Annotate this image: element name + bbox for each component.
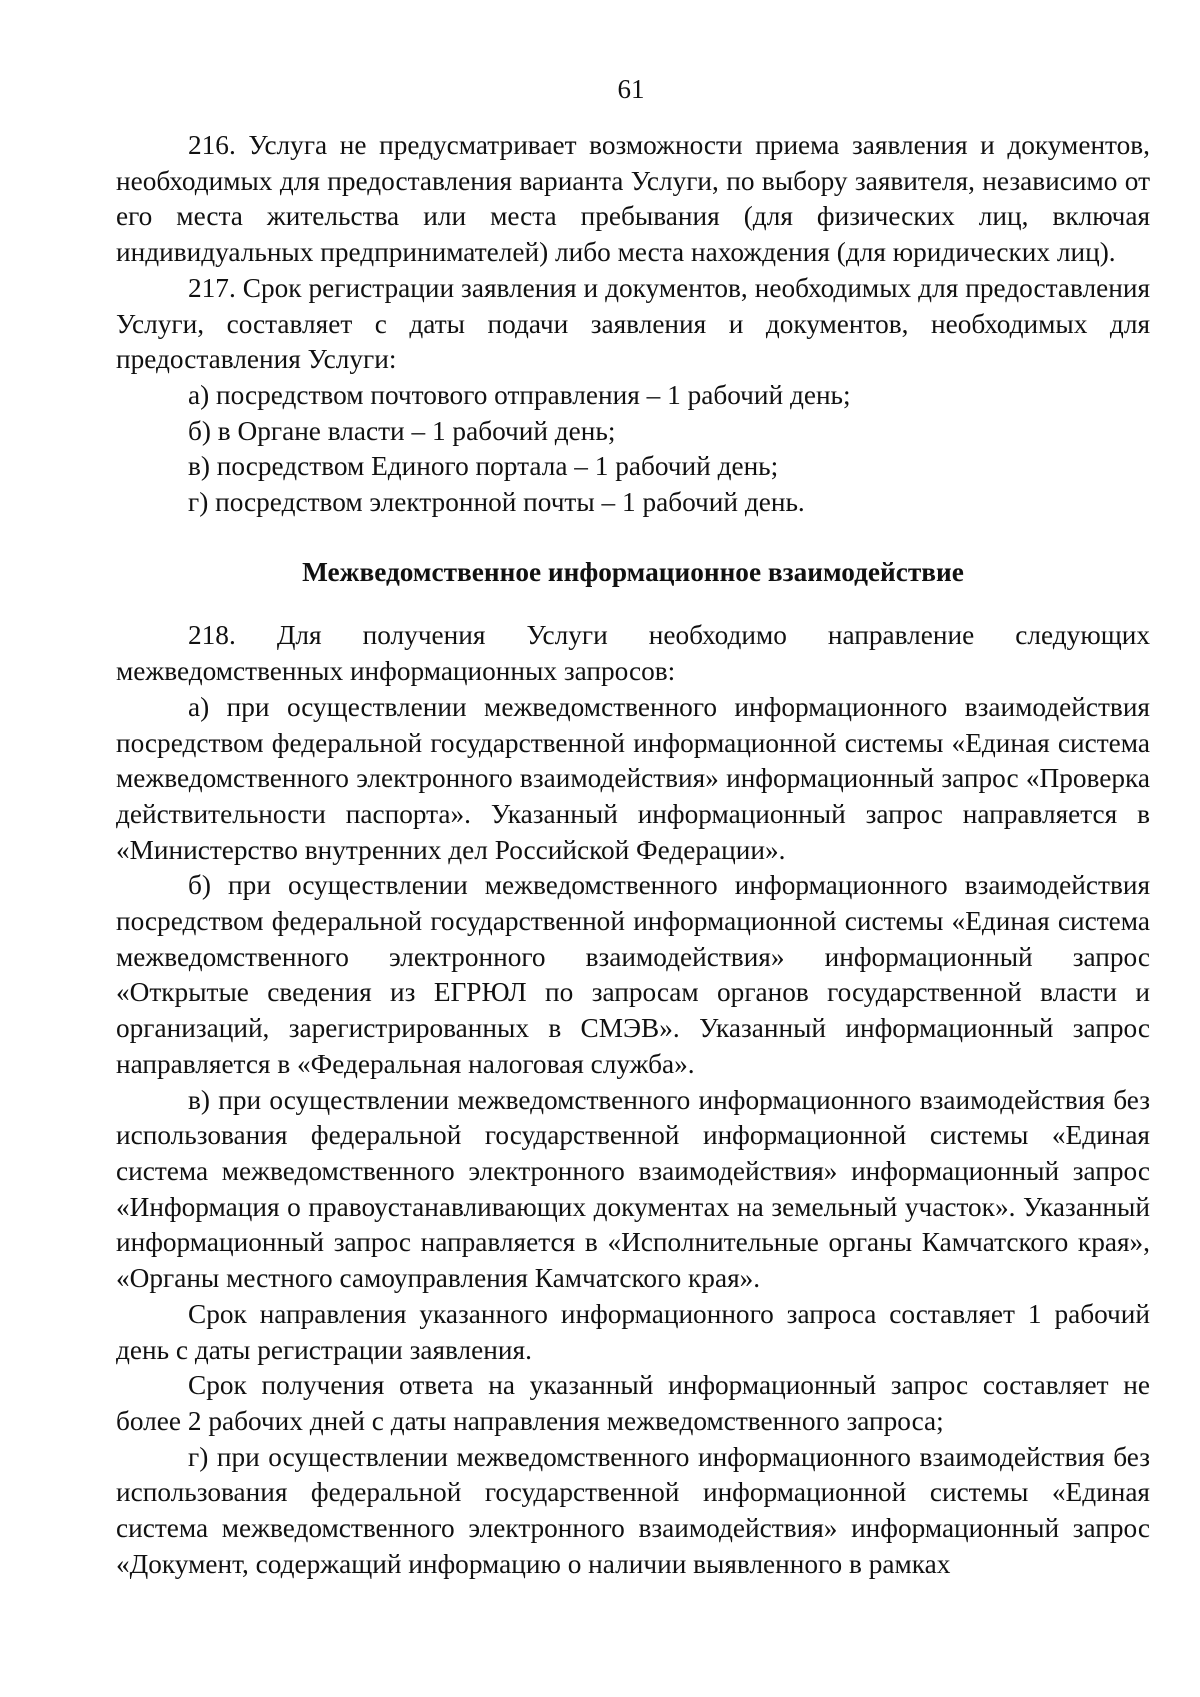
list-item-g: г) посредством электронной почты – 1 рабочий день. — [188, 487, 805, 518]
spacer — [116, 590, 1150, 618]
page-number: 61 — [617, 74, 645, 104]
paragraph-218: 218. Для получения Услуги необходимо направление следующих межведомственных информационных запросов: — [116, 620, 1150, 687]
list-item-b: б) в Органе власти – 1 рабочий день; — [188, 415, 616, 446]
document-body — [116, 128, 1150, 1582]
spacer — [116, 521, 1150, 555]
paragraph-request-deadline: Срок направления указанного информационного запроса составляет 1 рабочий день с даты регистрации заявления. — [116, 1298, 1150, 1365]
list-item-a: а) посредством почтового отправления – 1 рабочий день; — [188, 379, 851, 410]
section-heading: Межведомственное информационное взаимодействие — [302, 556, 964, 587]
paragraph-response-deadline: Срок получения ответа на указанный информационный запрос составляет не более 2 рабочих дней с даты направления межведомственного запроса; — [116, 1370, 1150, 1436]
paragraph-217: 217. Срок регистрации заявления и документов, необходимых для предоставления Услуги, составляет с даты подачи заявления и документов, необходимых для предоставления Услуги: — [116, 272, 1150, 375]
paragraph-218-b: б) при осуществлении межведомственного информационного взаимодействия посредством федеральной государственной информационной системы «Единая система межведомственного электронного взаимодействия» информационный запрос «Открытые сведения из ЕГРЮЛ по запросам органов государственной власти и организаций, зарегистрированных в СМЭВ». Указанный информационный запрос направляется в «Федеральная налоговая служба». — [116, 870, 1150, 1079]
paragraph-218-a: а) при осуществлении межведомственного информационного взаимодействия посредством федеральной государственной информационной системы «Единая система межведомственного электронного взаимодействия» информационный запрос «Проверка действительности паспорта». Указанный информационный запрос направляется в «Министерство внутренних дел Российской Федерации». — [116, 691, 1150, 865]
paragraph-218-v: в) при осуществлении межведомственного информационного взаимодействия без использования федеральной государственной информационной системы «Единая система межведомственного электронного взаимодействия» информационный запрос «Информация о правоустанавливающих документах на земельный участок». Указанный информационный запрос направляется в «Исполнительные органы Камчатского края», «Органы местного самоуправления Камчатского края». — [116, 1084, 1150, 1294]
paragraph-216: 216. Услуга не предусматривает возможности приема заявления и документов, необходимых для предоставления варианта Услуги, по выбору заявителя, независимо от его места жительства или места пребывания (для физических лиц, включая индивидуальных предпринимателей) либо места нахождения (для юридических лиц). — [116, 130, 1150, 268]
paragraph-218-g: г) при осуществлении межведомственного информационного взаимодействия без использования федеральной государственной информационной системы «Единая система межведомственного электронного взаимодействия» информационный запрос «Документ, содержащий информацию о наличии выявленного в рамках — [116, 1441, 1150, 1579]
list-item-v: в) посредством Единого портала – 1 рабочий день; — [188, 451, 779, 482]
